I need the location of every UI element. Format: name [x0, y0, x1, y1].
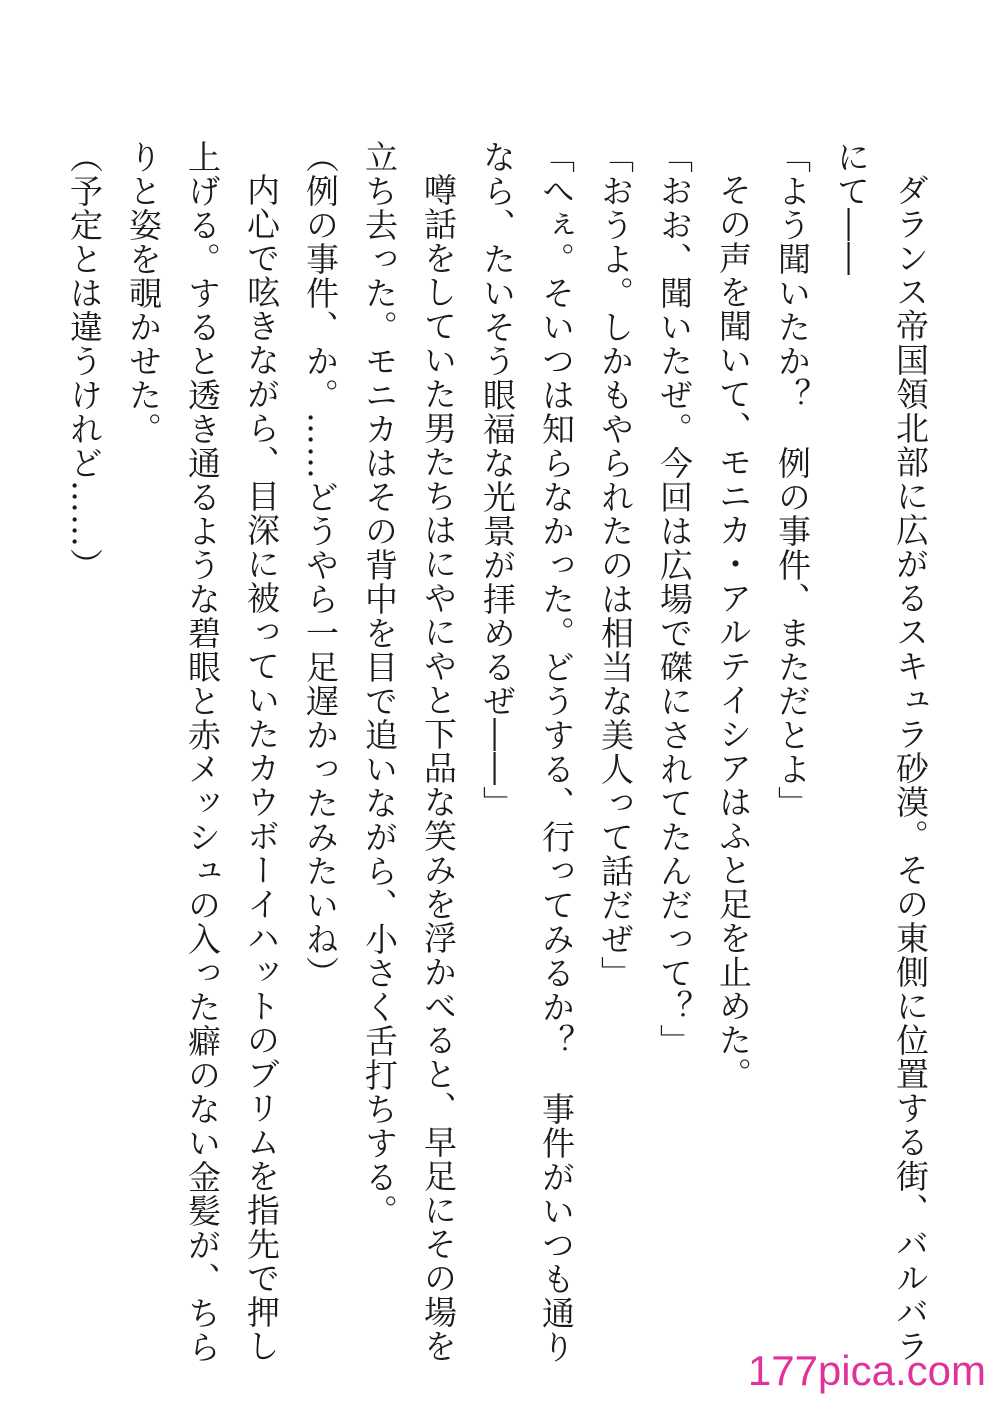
text-line: 噂話をしていた男たちはにやにやと下品な笑みを浮かべると、早足にその場を [419, 173, 458, 1363]
text-line: ダランス帝国領北部に広がるスキュラ砂漠。その東側に位置する街、バルバラ [891, 173, 930, 1363]
monologue-line: （予定とは違うけれど……） [65, 140, 104, 582]
watermark-text: 177pica.com [747, 1347, 986, 1394]
text-line: りと姿を覗かせた。 [124, 140, 163, 446]
text-line: その声を聞いて、モニカ・アルテイシアはふと足を止めた。 [714, 173, 753, 1091]
dialogue-line: 「おお、聞いたぜ。今回は広場で磔にされてたんだって？」 [655, 140, 694, 1058]
text-line: 内心で呟きながら、目深に被っていたカウボーイハットのブリムを指先で押し [242, 173, 281, 1363]
text-line: なら、たいそう眼福な光景が拝めるぜ――」 [478, 140, 517, 820]
text-line: にて―― [832, 140, 871, 276]
text-line: 上げる。すると透き通るような碧眼と赤メッシュの入った癖のない金髪が、ちら [183, 140, 222, 1364]
dialogue-line: 「へぇ。そいつは知らなかった。どうする、行ってみるか？ 事件がいつも通り [537, 140, 576, 1364]
text-line: 立ち去った。モニカはその背中を目で追いながら、小さく舌打ちする。 [360, 140, 399, 1228]
monologue-line: （例の事件、か。……どうやら一足遅かったみたいね） [301, 140, 340, 990]
vertical-text-body [40, 140, 940, 1364]
dialogue-line: 「よう聞いたか？ 例の事件、まただとよ」 [773, 140, 812, 820]
dialogue-line: 「おうよ。しかもやられたのは相当な美人って話だぜ」 [596, 140, 635, 990]
